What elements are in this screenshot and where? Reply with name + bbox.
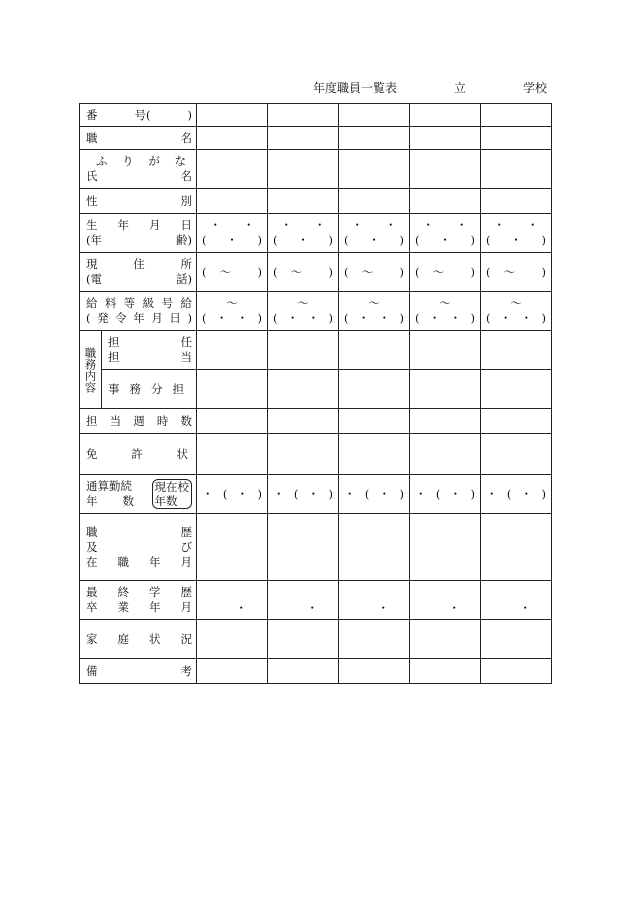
label-char: 月 (180, 600, 192, 614)
dot-mark: ・ (209, 218, 221, 232)
duty-cell[interactable] (410, 370, 481, 409)
label-char: 性 (86, 193, 98, 208)
label-char: 週 (133, 413, 145, 428)
number-cell[interactable] (268, 104, 339, 127)
paren-close: ) (399, 311, 404, 325)
position-cell[interactable] (481, 127, 552, 150)
label-char: が (148, 154, 160, 168)
career-cell[interactable] (410, 514, 481, 581)
homeroom-cell[interactable] (339, 331, 410, 370)
label-char: 日 (169, 311, 181, 325)
label-char: 発 (97, 311, 109, 325)
label-char: 年 (149, 600, 161, 614)
weekly-hours-cell[interactable] (410, 409, 481, 434)
paren-open: ( (486, 233, 491, 247)
table-row (80, 189, 552, 214)
career-cell[interactable] (339, 514, 410, 581)
paren-open: ( (222, 486, 228, 501)
birthdate-cell[interactable] (197, 214, 268, 253)
weekly-hours-cell[interactable] (481, 409, 552, 434)
tilde-mark: 〜 (510, 296, 522, 310)
paren-close: ) (257, 233, 262, 247)
family-cell[interactable] (268, 620, 339, 659)
duty-cell[interactable] (268, 370, 339, 409)
paren-close: ) (257, 486, 262, 501)
education-cell[interactable] (268, 581, 339, 620)
gender-cell[interactable] (481, 189, 552, 214)
row-label (80, 253, 197, 292)
salary-cell[interactable] (410, 292, 481, 331)
label-char: 庭 (117, 631, 129, 646)
address-cell[interactable] (268, 253, 339, 292)
position-cell[interactable] (410, 127, 481, 150)
paren-open: ( (486, 311, 491, 325)
education-cell[interactable] (410, 581, 481, 620)
dot-mark: ・ (377, 601, 389, 615)
paren-close: ) (470, 233, 475, 247)
birthdate-cell[interactable] (481, 214, 552, 253)
dot-mark: ・ (448, 601, 460, 615)
row-label (80, 434, 197, 475)
label-char: び (180, 539, 192, 554)
name-cell[interactable] (339, 150, 410, 189)
row-label (80, 475, 197, 514)
paren-open: ( (415, 233, 420, 247)
label-char: 担 (108, 335, 120, 349)
dot-mark: ・ (422, 218, 434, 232)
dot-mark: ・ (520, 486, 533, 501)
label-char: 別 (180, 193, 192, 208)
dot-mark: ・ (510, 233, 522, 247)
label-char: 状 (176, 446, 188, 461)
tilde-mark: 〜 (297, 296, 309, 310)
label-char: 齢) (176, 233, 192, 247)
service-years-cell[interactable] (339, 475, 410, 514)
number-cell[interactable] (481, 104, 552, 127)
paren-open: ( (364, 486, 370, 501)
label-char: り (122, 154, 134, 168)
paren-open: ( (273, 311, 278, 325)
label-char: ふ (96, 154, 108, 168)
career-cell[interactable] (197, 514, 268, 581)
dot-mark: ・ (415, 486, 427, 501)
paren-open: ( (506, 486, 512, 501)
label-char: 号( (134, 107, 151, 122)
row-label (102, 370, 197, 409)
paren-close: ) (470, 311, 475, 325)
table-row (80, 409, 552, 434)
paren-close: ) (328, 311, 333, 325)
number-cell[interactable] (197, 104, 268, 127)
address-cell[interactable] (197, 253, 268, 292)
tilde-mark: 〜 (361, 264, 374, 279)
table-row (80, 292, 552, 331)
dot-mark: ・ (202, 486, 214, 501)
label-char: 当 (180, 350, 192, 364)
label-char: 況 (180, 631, 192, 646)
tilde-mark: 〜 (439, 296, 451, 310)
label-char: 職 (86, 524, 98, 539)
tilde-mark: 〜 (226, 296, 238, 310)
current-school-years-label: 現在校 年数 (152, 479, 193, 509)
label-char: 当 (109, 413, 122, 428)
label-char: 職 (117, 554, 129, 569)
row-label (80, 659, 197, 684)
education-cell[interactable] (481, 581, 552, 620)
homeroom-cell[interactable] (410, 331, 481, 370)
dot-mark: ・ (226, 233, 238, 247)
label-char: 所 (180, 257, 192, 271)
row-label (102, 331, 197, 370)
label-char: 話) (176, 272, 192, 286)
remarks-cell[interactable] (197, 659, 268, 684)
dot-mark: ・ (493, 218, 505, 232)
paren-open: ( (202, 264, 207, 279)
paren-open: ( (293, 486, 299, 501)
paren-open: ( (344, 264, 349, 279)
paren-close: ) (399, 264, 404, 279)
license-cell[interactable] (197, 434, 268, 475)
table-row (80, 370, 552, 409)
dot-mark: ・ (307, 486, 320, 501)
position-cell[interactable] (339, 127, 410, 150)
table-row (80, 581, 552, 620)
label-char: 級 (142, 296, 155, 310)
paren-close: ) (257, 264, 262, 279)
row-label (80, 514, 197, 581)
education-cell[interactable] (197, 581, 268, 620)
dot-mark: ・ (439, 233, 451, 247)
staff-roster-table (79, 103, 552, 684)
family-cell[interactable] (339, 620, 410, 659)
label-char: 料 (104, 296, 117, 310)
label-char: 数 (180, 413, 192, 428)
remarks-cell[interactable] (410, 659, 481, 684)
dot-mark: ・ (385, 218, 397, 232)
license-cell[interactable] (339, 434, 410, 475)
paren-open: ( (273, 233, 278, 247)
dot-mark: ・ (449, 311, 462, 325)
education-cell[interactable] (339, 581, 410, 620)
paren-close: ) (541, 311, 546, 325)
tilde-mark: 〜 (432, 264, 445, 279)
remarks-cell[interactable] (268, 659, 339, 684)
service-years-cell[interactable] (481, 475, 552, 514)
label-char: 担 (86, 413, 98, 428)
license-cell[interactable] (481, 434, 552, 475)
label-char: 年 (86, 494, 98, 508)
dot-mark: ・ (449, 486, 462, 501)
dot-mark: ・ (520, 311, 533, 325)
label-char: な (174, 154, 186, 168)
address-cell[interactable] (410, 253, 481, 292)
number-cell[interactable] (339, 104, 410, 127)
tilde-mark: 〜 (368, 296, 380, 310)
duty-cell[interactable] (339, 370, 410, 409)
service-years-cell[interactable] (268, 475, 339, 514)
dot-mark: ・ (499, 311, 512, 325)
dot-mark: ・ (456, 218, 468, 232)
label-char: ) (187, 107, 192, 122)
family-cell[interactable] (410, 620, 481, 659)
dot-mark: ・ (286, 311, 299, 325)
address-cell[interactable] (481, 253, 552, 292)
row-label (80, 127, 197, 150)
gender-cell[interactable] (268, 189, 339, 214)
dot-mark: ・ (378, 311, 391, 325)
dot-mark: ・ (527, 218, 539, 232)
label-char: 現 (86, 257, 98, 271)
label-char: 及 (86, 539, 98, 554)
paren-close: ) (328, 233, 333, 247)
paren-close: ) (470, 264, 475, 279)
label-char: 給 (86, 296, 98, 310)
paren-close: ) (328, 264, 333, 279)
row-label (80, 150, 197, 189)
label-char: 担 (108, 350, 120, 364)
dot-mark: ・ (368, 233, 380, 247)
paren-open: ( (273, 264, 278, 279)
table-row (80, 214, 552, 253)
dot-mark: ・ (357, 311, 370, 325)
gender-cell[interactable] (197, 189, 268, 214)
tilde-mark: 〜 (290, 264, 303, 279)
row-label (80, 581, 197, 620)
family-cell[interactable] (481, 620, 552, 659)
number-cell[interactable] (410, 104, 481, 127)
label-char: ( (86, 311, 91, 325)
name-cell[interactable] (197, 150, 268, 189)
row-label (80, 104, 197, 127)
family-cell[interactable] (197, 620, 268, 659)
paren-close: ) (257, 311, 262, 325)
label-char: 時 (156, 413, 169, 428)
position-cell[interactable] (268, 127, 339, 150)
paren-open: ( (202, 311, 207, 325)
paren-close: ) (399, 486, 404, 501)
paren-open: ( (415, 264, 420, 279)
name-cell[interactable] (410, 150, 481, 189)
table-row (80, 127, 552, 150)
dot-mark: ・ (215, 311, 228, 325)
paren-close: ) (470, 486, 475, 501)
row-label (80, 292, 197, 331)
dot-mark: ・ (486, 486, 498, 501)
weekly-hours-cell[interactable] (339, 409, 410, 434)
salary-cell[interactable] (339, 292, 410, 331)
label-char: 番 (86, 107, 98, 122)
homeroom-cell[interactable] (197, 331, 268, 370)
address-cell[interactable] (339, 253, 410, 292)
label-char: 生 (86, 218, 98, 232)
table-row (80, 331, 552, 370)
salary-cell[interactable] (197, 292, 268, 331)
dot-mark: ・ (235, 601, 247, 615)
label-char: 月 (180, 554, 192, 569)
paren-close: ) (399, 233, 404, 247)
position-cell[interactable] (197, 127, 268, 150)
career-cell[interactable] (481, 514, 552, 581)
paren-open: ( (486, 264, 491, 279)
label-text: 通算勤続 (86, 479, 132, 493)
dot-mark: ・ (306, 601, 318, 615)
label-char: 号 (161, 296, 174, 310)
license-cell[interactable] (410, 434, 481, 475)
tilde-mark: 〜 (503, 264, 516, 279)
label-char: 考 (180, 663, 192, 678)
row-label (80, 620, 197, 659)
license-cell[interactable] (268, 434, 339, 475)
gender-cell[interactable] (410, 189, 481, 214)
label-char: 日 (180, 218, 192, 232)
table-row (80, 434, 552, 475)
label-char: ) (187, 311, 192, 325)
label-char: 許 (131, 446, 143, 461)
birthdate-cell[interactable] (268, 214, 339, 253)
label-char: 免 (86, 446, 98, 461)
table-row (80, 620, 552, 659)
dot-mark: ・ (519, 601, 531, 615)
salary-cell[interactable] (481, 292, 552, 331)
dot-mark: ・ (314, 218, 326, 232)
label-char: 住 (133, 257, 145, 271)
paren-open: ( (202, 233, 207, 247)
label-char: 年 (149, 554, 161, 569)
paren-open: ( (415, 311, 420, 325)
tilde-mark: 〜 (219, 264, 232, 279)
salary-cell[interactable] (268, 292, 339, 331)
dot-mark: ・ (280, 218, 292, 232)
remarks-cell[interactable] (481, 659, 552, 684)
dot-mark: ・ (428, 311, 441, 325)
weekly-hours-cell[interactable] (268, 409, 339, 434)
label-char: 状 (149, 631, 161, 646)
label-char: 在 (86, 554, 98, 569)
service-years-cell[interactable] (410, 475, 481, 514)
label-char: 月 (149, 218, 161, 232)
remarks-cell[interactable] (339, 659, 410, 684)
dot-mark: ・ (273, 486, 285, 501)
label-char: 備 (86, 663, 98, 678)
dot-mark: ・ (236, 311, 249, 325)
label-char: 年 (133, 311, 145, 325)
label-char: (電 (86, 272, 102, 286)
label-char: 給 (180, 296, 192, 310)
name-cell[interactable] (481, 150, 552, 189)
dot-mark: ・ (378, 486, 391, 501)
paren-open: ( (435, 486, 441, 501)
row-label (80, 189, 197, 214)
duty-cell[interactable] (197, 370, 268, 409)
homeroom-cell[interactable] (481, 331, 552, 370)
paren-close: ) (541, 486, 546, 501)
label-char: 月 (151, 311, 163, 325)
weekly-hours-cell[interactable] (197, 409, 268, 434)
paren-close: ) (541, 264, 546, 279)
label-char: 名 (180, 130, 192, 145)
table-row (80, 253, 552, 292)
dot-mark: ・ (307, 311, 320, 325)
duty-cell[interactable] (481, 370, 552, 409)
roster-title: 年度職員一覧表 (313, 81, 398, 95)
label-char: 等 (123, 296, 136, 310)
label-char: 学 (149, 585, 161, 599)
label-char: 数 (122, 494, 134, 508)
birthdate-cell[interactable] (410, 214, 481, 253)
label-char: 家 (86, 631, 98, 646)
label-char: 年 (117, 218, 129, 232)
paren-open: ( (344, 233, 349, 247)
paren-close: ) (328, 486, 333, 501)
label-char: 分 (151, 381, 163, 396)
label-char: 卒 (86, 600, 98, 614)
table-row (80, 514, 552, 581)
paren-open: ( (344, 311, 349, 325)
label-char: 歴 (180, 585, 192, 599)
label-char: 名 (180, 169, 192, 183)
label-char: 任 (180, 335, 192, 349)
homeroom-cell[interactable] (268, 331, 339, 370)
career-cell[interactable] (268, 514, 339, 581)
label-char: (年 (86, 233, 102, 247)
label-char: 歴 (180, 524, 192, 539)
birthdate-cell[interactable] (339, 214, 410, 253)
name-cell[interactable] (268, 150, 339, 189)
table-row (80, 150, 552, 189)
label-char: 最 (86, 585, 98, 599)
dot-mark: ・ (236, 486, 249, 501)
label-char: 務 (129, 381, 141, 396)
dot-mark: ・ (243, 218, 255, 232)
table-row (80, 104, 552, 127)
table-row (80, 475, 552, 514)
dot-mark: ・ (351, 218, 363, 232)
label-char: 氏 (86, 169, 98, 183)
duty-group-label: 職務内容 (80, 331, 102, 409)
gender-cell[interactable] (339, 189, 410, 214)
label-char: 職 (86, 130, 98, 145)
dot-mark: ・ (297, 233, 309, 247)
table-row (80, 659, 552, 684)
dot-mark: ・ (344, 486, 356, 501)
label-char: 担 (172, 381, 184, 396)
row-label (80, 214, 197, 253)
paren-close: ) (541, 233, 546, 247)
school-label: 学校 (523, 81, 548, 95)
label-char: 業 (117, 600, 129, 614)
label-char: 令 (115, 311, 127, 325)
label-char: 事 (108, 381, 120, 396)
row-label (80, 409, 197, 434)
label-char: 終 (117, 585, 129, 599)
school-type-label: 立 (454, 81, 467, 95)
service-years-cell[interactable] (197, 475, 268, 514)
